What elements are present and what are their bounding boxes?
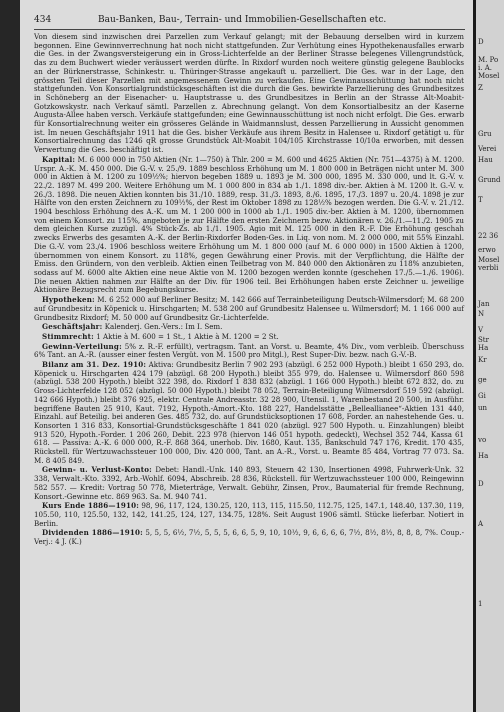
- page-body: [34, 33, 464, 548]
- paragraph-geschaeftsjahr: [34, 323, 464, 332]
- adjacent-page-fragment: D: [478, 480, 484, 488]
- adjacent-page-fragment: Jan: [478, 300, 490, 308]
- adjacent-page-fragment: Gi: [478, 392, 486, 400]
- paragraph-gewinn-verteilung: [34, 343, 464, 360]
- paragraph-gewinn-verlust: [34, 466, 464, 501]
- paragraph-text: Von diesem sind inzwischen drei Parzellen zum Verkauf gelangt; mit der Bebauung derselben wird in kurzem begonnen. Eine Gewinnverrechnung hat noch nicht stattgefunden. Zur Verhütung eines Hypothekenausfalles erwarb die Ges. in der Zwangsversteigerung ein in Gross-Lichterfelde an der Berliner Strasse belegenes Villengrundstück, das zu dem Buchwert wieder veräussert werden dürfte. In Rixdorf wurden noch weitere günstig gelegene Baublocks an der Bürknerstrasse, Schinkestr. u. Thüringer-Strasse angekauft u. parzelliert. Die Ges. war in der Lage, den grössten Teil dieser Parzellen mit angemessenem Gewinn zu verkaufen. Eine Gewinnausschüttung hat noch nicht stattgefunden. Von Konsortialgrundstücksgeschäften ist die durch die Ges. bewirkte Parzellierung des Grundbesitzes in Schöneberg an der Eisenacher- u. Hauptstrasse u. des Grundbesitzes in Berlin an der Strasse Alt-Moabit-Gotzkowskystr. nach Verkauf sämtl. Parzellen z. Abrechnung gelangt. Von dem Konsortialbesitz an der Kaserne Augusta-Allee haben versch. Verkäufe stattgefunden; eine Gewinnausschüttung ist noch nicht erfolgt. Die Ges. erwarb für Konsortialrechnung weiter ein grösseres Gelände in Waidmannslust, dessen Parzellierung in Aussicht genommen ist. Im neuen Geschäftsjahr 1911 hat die Ges. bisher Verkäufe aus ihrem Besitz in Halensee u. Rixdorf getätigt u. für Konsortialrechnung das 1246 qR grosse Grundstück Alt-Moabit 104/105 Kirchstrasse 10/10a erworben, mit dessen Verwertung die Ges. beschäftigt ist.: [34, 32, 464, 155]
- adjacent-page-fragment: verbli: [478, 264, 499, 272]
- paragraph-label: Dividenden 1886—1910:: [42, 528, 143, 538]
- paragraph-label: Bilanz am 31. Dez. 1910:: [42, 360, 147, 370]
- adjacent-page-fragment: M. Po: [478, 56, 499, 64]
- adjacent-page-fragment: Gru: [478, 130, 492, 138]
- paragraph-intro: [34, 33, 464, 155]
- paragraph-text: 98, 96, 117, 124, 130.25, 120, 113, 115, 115.50, 112.75, 125, 147.1, 148.40, 137.30, 119, 105.50, 110, 125.50, 132, 142, 141.25, 124, 127, 134.75, 128%. Seit August 1906 sämtl. Stücke lieferbar. Notiert in Berlin.: [34, 501, 464, 528]
- paragraph-label: Gewinn- u. Verlust-Konto:: [42, 465, 152, 475]
- adjacent-page-fragment: un: [478, 404, 488, 412]
- adjacent-page-fragment: Hau: [478, 156, 493, 164]
- adjacent-page-fragment: i. A.: [478, 64, 492, 72]
- adjacent-page-fragment: Ha: [478, 452, 489, 460]
- paragraph-label: Gewinn-Verteilung:: [42, 341, 122, 351]
- paragraph-text: 5, 5, 5, 6½, 7½, 5, 5, 5, 6, 6, 5, 9, 10, 10½, 9, 6, 6, 6, 6, 7½, 8½, 8½, 8, 8, 8, 7%. Coup.-Verj.: 4 J. (K.): [34, 528, 464, 547]
- adjacent-page-fragment: erwo: [478, 246, 496, 254]
- adjacent-page-fragment: V: [478, 326, 484, 334]
- paragraph-text: Debet: Handl.-Unk. 140 893, Steuern 42 130, Insertionen 4998, Fuhrwerk-Unk. 32 338, Verwalt.-Kto. 3392, Arb.-Wohlf. 6094, Abschreib. 28 836, Rückstell. für Wertzuwachssteuer 100 000, Reingewinn 582 557. — Kredit: Vortrag 50 778, Mieterträge, Verwalt. Gebühr, Zinsen, Prov., Baumaterial für fremde Rechnung, Konsort.-Gewinne etc. 869 963. Sa. M. 940 741.: [34, 465, 464, 501]
- paragraph-text: M. 6 000 000 in 750 Aktien (Nr. 1—750) à Thlr. 200 = M. 600 und 4625 Aktien (Nr. 751—4375) à M. 1200. Urspr. A.-K. M. 450 000. Die G.-V. v. 25./9. 1889 beschloss Erhöhung um M. 1 800 000 in Beträgen nicht unter M. 300 000 in Aktien à M. 1200 zu 109½%; hiervon begeben 1889 u. 1893 je M. 300 000, 1895 M. 330 000, und lt. G.-V. v. 22./2. 1897 M. 499 200. Weitere Erhöhung um M. 1 000 800 in 834 ab 1./1. 1898 div.-ber. Aktien à M. 1200 lt. G.-V. v. 26./3. 1898. Die neuen Aktien konnten bis 31./10. 1889, resp. 31./3. 1893, 8./6. 1895, 17./3. 1897 u. 20./4. 1898 je zur Hälfte von den ersten Zeichnern zu 109½%, der Rest im Oktober 1898 zu 128½% bezogen werden. Die G.-V. v. 21./12. 1904 beschloss Erhöhung des A.-K. um M. 1 200 000 in 1000 ab 1./1. 1905 div.-ber. Aktien à M. 1200, übernommen von einem Konsort. zu 115%, angeboten je zur Hälfte den ersten Zeichnern bezw. Aktionären v. 26./1.—11./2. 1905 zu dem gleichen Kurse zuzügl. 4% Stück-Zs. ab 1./1. 1905. Agio mit M. 125 000 in den R.-F. Die Erhöhung geschah zwecks Erwerbs des gesamten A.-K. der Berlin-Rixdorfer Boden-Ges. in Liq. von nom. M. 2 000 000, mit 55% Einzahl. Die G.-V. vom 23./4. 1906 beschloss weitere Erhöhung um M. 1 800 000 (auf M. 6 000 000) in 1500 Aktien à 1200, übernommen von einem Konsort. zu 118%, gegen Gewährung einer Provis. mit der Verpflichtung, die Hälfte der Emiss. den Gründern, von den verbleib. Aktien einen Teilbetrag von M. 840 000 den Aktionären zu 118% anzubieten, sodass auf M. 6000 alte Aktien eine neue Aktie von M. 1200 bezogen werden konnte (geschehen 17./5.—1./6. 1906). Die neuen Aktien nahmen zur Hälfte an der Div. für 1906 teil. Bei Erhöhungen haben erste Zeichner u. jeweilige Aktionäre Bezugsrecht zum Begebungskurse.: [34, 154, 464, 295]
- paragraph-text: Aktiva: Grundbesitz Berlin 7 902 293 (abzügl. 6 252 000 Hypoth.) bleibt 1 650 293, do. Köpenick u. Hirschgarten 424 179 (abzügl. 68 200 Hypoth.) bleibt 355 979, do. Halensee u. Wilmersdorf 860 598 (abzügl. 538 200 Hypoth.) bleibt 322 398, do. Rixdorf 1 838 832 (abzügl. 1 166 000 Hypoth.) bleibt 672 832, do. zu Gross-Lichterfelde 128 052 (abzügl. 50 000 Hypoth.) bleibt 78 052, Terrain-Beteiligung Wilmersdorf 519 592 (abzügl. 142 666 Hypoth.) bleibt 376 925, elektr. Centrale Andreasstr. 32 28 900, Utensil. 1, Warenbestand 20 500, in Ausführ. begriffene Bauten 25 910, Kaut. 7192, Hypoth.-Amort.-Kto. 188 227, Handelsstätte „Belleallianee“-Aktien 131 440, Einzahl. auf Beteilig. bei anderen Ges. 485 732, do. auf Grundstücksoptionen 17 608, Forder. an nahestehende Ges. u. Konsorten 1 316 833, Konsortial-Grundstücksgeschäfte 1 841 020 (abzügl. 927 500 Hypoth. u. Einzahlungen) bleibt 913 520, Hypoth.-Forder. 1 206 260, Debit. 223 978 (hiervon 146 051 hypoth. gedeckt), Wechsel 352 744, Kassa 61 618. — Passiva: A.-K. 6 000 000, R.-F. 868 364, unerhob. Div. 1680, Kaut. 135, Bankschuld 747 176, Kredit. 170 435, Rückstell. für Wertzuwachssteuer 100 000, Div. 420 000, Tant. an A.-R., Vorst. u. Beamte 85 484, Vortrag 77 073. Sa. M. 8 405 849.: [34, 360, 464, 465]
- paragraph-label: Hypotheken:: [42, 295, 95, 305]
- paragraph-label: Stimmrecht:: [42, 331, 94, 341]
- paragraph-label: Kurs Ende 1886—1910:: [42, 501, 140, 511]
- adjacent-page-fragment: N: [478, 310, 485, 318]
- document-page: [20, 0, 473, 712]
- adjacent-page-fragment: 22 36: [478, 232, 499, 240]
- paragraph-stimmrecht: [34, 333, 464, 342]
- adjacent-page-fragment: Grund: [478, 176, 501, 184]
- adjacent-page-fragment: Kr: [478, 356, 487, 364]
- paragraph-text: M. 6 252 000 auf Berliner Besitz; M. 142 666 auf Terrainbeteiligung Deutsch-Wilmersdorf; M. 68 200 auf Grundbesitz in Köpenick u. Hirschgarten; M. 538 200 auf Grundbesitz Halensee u. Wilmersdorf; M. 1 166 000 auf Grundbesitz Rixdorf; M. 50 000 auf Grundbesitz Gr.-Lichterfelde.: [34, 295, 464, 322]
- paragraph-text: Kalenderj. Gen.-Vers.: Im I. Sem.: [104, 322, 223, 332]
- paragraph-bilanz: [34, 361, 464, 465]
- paragraph-label: Kapital:: [42, 154, 76, 164]
- paragraph-label: Geschäftsjahr:: [42, 322, 103, 332]
- adjacent-page-fragment: Z: [478, 84, 483, 92]
- adjacent-page-strip: [476, 0, 504, 712]
- adjacent-page-fragment: D: [478, 38, 484, 46]
- paragraph-text: 5% z. R.-F. erfüllt), vertragsm. Tant. an Vorst. u. Beamte, 4% Div., vom verbleib. Überschuss 6% Tant. an A.-R. (ausser einer festen Vergüt. von M. 1500 pro Mitgl.), Rest Super-Div. bezw. nach G.-V.-B.: [34, 341, 464, 360]
- adjacent-page-fragment: ge: [478, 376, 487, 384]
- paragraph-hypotheken: [34, 296, 464, 322]
- running-head: Bau-Banken, Bau-, Terrain- und Immobilien-Gesellschaften etc.: [98, 15, 387, 25]
- adjacent-page-fragment: Verei: [478, 145, 497, 153]
- adjacent-page-fragment: A: [478, 520, 484, 528]
- adjacent-page-fragment: Ha: [478, 344, 489, 352]
- adjacent-page-fragment: T: [478, 196, 483, 204]
- adjacent-page-fragment: Mosel: [478, 72, 500, 80]
- page-number: 434: [34, 15, 52, 25]
- header-divider: [34, 29, 465, 30]
- paragraph-kurs: [34, 502, 464, 528]
- page-header: [34, 14, 465, 26]
- paragraph-kapital: [34, 156, 464, 295]
- paragraph-dividenden: [34, 529, 464, 546]
- paragraph-text: 1 Aktie à M. 600 = 1 St., 1 Aktie à M. 1200 = 2 St.: [96, 331, 279, 341]
- adjacent-page-fragment: 1: [478, 600, 483, 608]
- adjacent-page-fragment: Mosel: [478, 256, 500, 264]
- adjacent-page-fragment: vo: [478, 436, 487, 444]
- adjacent-page-fragment: Str: [478, 336, 489, 344]
